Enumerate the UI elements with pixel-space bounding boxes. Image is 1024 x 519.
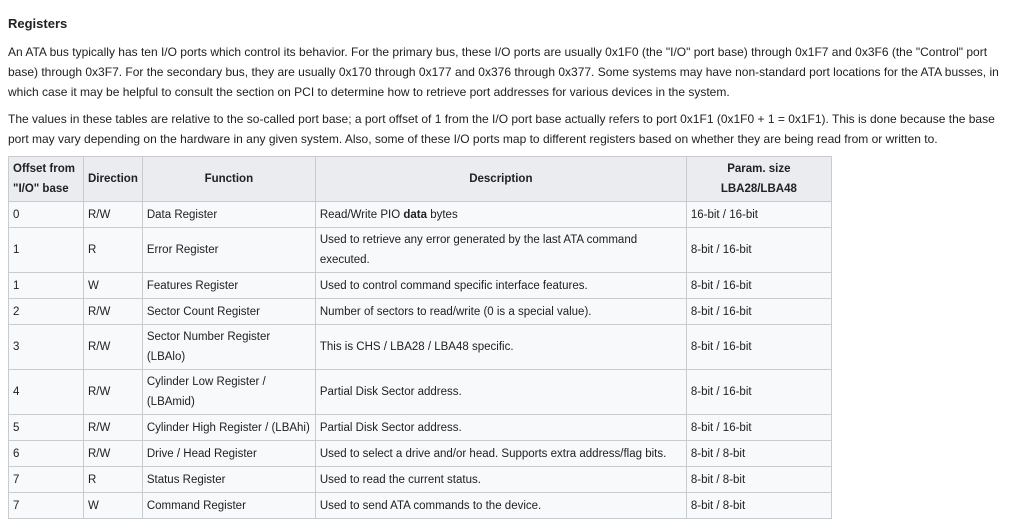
cell-function: Drive / Head Register — [142, 441, 315, 467]
cell-offset: 7 — [9, 493, 84, 519]
cell-description — [315, 325, 686, 370]
cell-function: Command Register — [142, 493, 315, 519]
cell-offset: 6 — [9, 441, 84, 467]
header-function: Function — [142, 157, 315, 202]
cell-param-size: 8-bit / 16-bit — [686, 273, 831, 299]
cell-param-size: 8-bit / 8-bit — [686, 441, 831, 467]
description-text: This is CHS / LBA28 / LBA48 specific. — [319, 341, 514, 353]
cell-function: Cylinder High Register / (LBAhi) — [142, 415, 315, 441]
cell-function: Sector Number Register (LBAlo) — [142, 325, 315, 370]
header-param-size: Param. size LBA28/LBA48 — [686, 157, 831, 202]
description-bold-text: data — [403, 208, 428, 221]
cell-param-size: 8-bit / 16-bit — [686, 325, 831, 370]
cell-offset: 0 — [9, 202, 84, 228]
description-text-tail: bytes — [427, 208, 458, 221]
description-text: Used to control command specific interface features. — [319, 279, 588, 292]
cell-function: Cylinder Low Register / (LBAmid) — [142, 370, 315, 415]
cell-direction: R/W — [84, 202, 143, 228]
cell-param-size: 8-bit / 16-bit — [686, 228, 831, 273]
header-offset-line2: "I/O" base — [13, 183, 69, 195]
cell-description — [315, 228, 686, 273]
port-base-paragraph: The values in these tables are relative to the so-called port base; a port offset of 1 from the I/O port base actually refers to port 0x1F1 (0x1F0 + 1 = 0x1F1). This is done because the base port may vary depending on the hardware in any given system. Also, some of these I/O ports map to different registers based on whether they are being read from or written to. — [8, 112, 995, 146]
cell-direction: R/W — [84, 299, 143, 325]
cell-description — [315, 467, 686, 493]
cell-function: Error Register — [142, 228, 315, 273]
cell-param-size: 8-bit / 8-bit — [686, 467, 831, 493]
table-row — [9, 415, 832, 441]
cell-function: Data Register — [142, 202, 315, 228]
header-description: Description — [315, 157, 686, 202]
cell-description — [315, 273, 686, 299]
header-offset-line1: Offset from — [13, 163, 75, 175]
description-text: Partial Disk Sector address. — [319, 386, 462, 398]
table-row — [9, 228, 832, 273]
cell-offset: 5 — [9, 415, 84, 441]
table-row — [9, 370, 832, 415]
cell-description — [315, 415, 686, 441]
table-row — [9, 273, 832, 299]
cell-offset: 7 — [9, 467, 84, 493]
cell-direction: R/W — [84, 370, 143, 415]
cell-description — [315, 493, 686, 519]
cell-description — [315, 202, 686, 228]
table-row — [9, 299, 832, 325]
cell-direction: R/W — [84, 325, 143, 370]
header-offset — [9, 157, 84, 202]
section-title: Registers — [8, 16, 68, 31]
table-header-row — [9, 157, 832, 202]
intro-paragraph: An ATA bus typically has ten I/O ports which control its behavior. For the primary bus, these I/O ports are usually 0x1F0 (the "I/O" port base) through 0x1F7 and 0x3F6 (the "Control" port base) through 0x3F7. For the secondary bus, they are usually 0x170 through 0x177 and 0x376 through 0x377. Some systems may have non-standard port locations for the ATA busses, in which case it may be helpful to consult the section on PCI to determine how to retrieve port addresses for various devices in the system. — [8, 45, 999, 99]
description-text: Used to send ATA commands to the device. — [319, 499, 542, 512]
cell-direction: W — [84, 273, 143, 299]
cell-direction: R/W — [84, 415, 143, 441]
description-text: Used to read the current status. — [319, 473, 481, 486]
cell-param-size: 8-bit / 16-bit — [686, 370, 831, 415]
description-text: Read/Write PIO — [319, 208, 404, 221]
cell-function: Sector Count Register — [142, 299, 315, 325]
description-text: Used to retrieve any error generated by the last ATA command executed. — [319, 234, 638, 266]
cell-offset: 4 — [9, 370, 84, 415]
cell-offset: 3 — [9, 325, 84, 370]
cell-offset: 1 — [9, 228, 84, 273]
cell-description — [315, 299, 686, 325]
table-row — [9, 493, 832, 519]
table-row — [9, 325, 832, 370]
table-body — [9, 202, 832, 519]
cell-offset: 1 — [9, 273, 84, 299]
cell-direction: R — [84, 467, 143, 493]
cell-param-size: 16-bit / 16-bit — [686, 202, 831, 228]
cell-direction: W — [84, 493, 143, 519]
cell-param-size: 8-bit / 8-bit — [686, 493, 831, 519]
table-row — [9, 467, 832, 493]
cell-function: Status Register — [142, 467, 315, 493]
cell-direction: R — [84, 228, 143, 273]
description-text: Used to select a drive and/or head. Supports extra address/flag bits. — [319, 447, 667, 460]
registers-table — [8, 156, 832, 519]
header-direction: Direction — [84, 157, 143, 202]
cell-description — [315, 441, 686, 467]
table-row — [9, 202, 832, 228]
description-text: Number of sectors to read/write (0 is a special value). — [319, 305, 592, 318]
cell-param-size: 8-bit / 16-bit — [686, 415, 831, 441]
cell-offset: 2 — [9, 299, 84, 325]
cell-param-size: 8-bit / 16-bit — [686, 299, 831, 325]
cell-function: Features Register — [142, 273, 315, 299]
cell-description — [315, 370, 686, 415]
cell-direction: R/W — [84, 441, 143, 467]
description-text: Partial Disk Sector address. — [319, 421, 462, 434]
table-row — [9, 441, 832, 467]
